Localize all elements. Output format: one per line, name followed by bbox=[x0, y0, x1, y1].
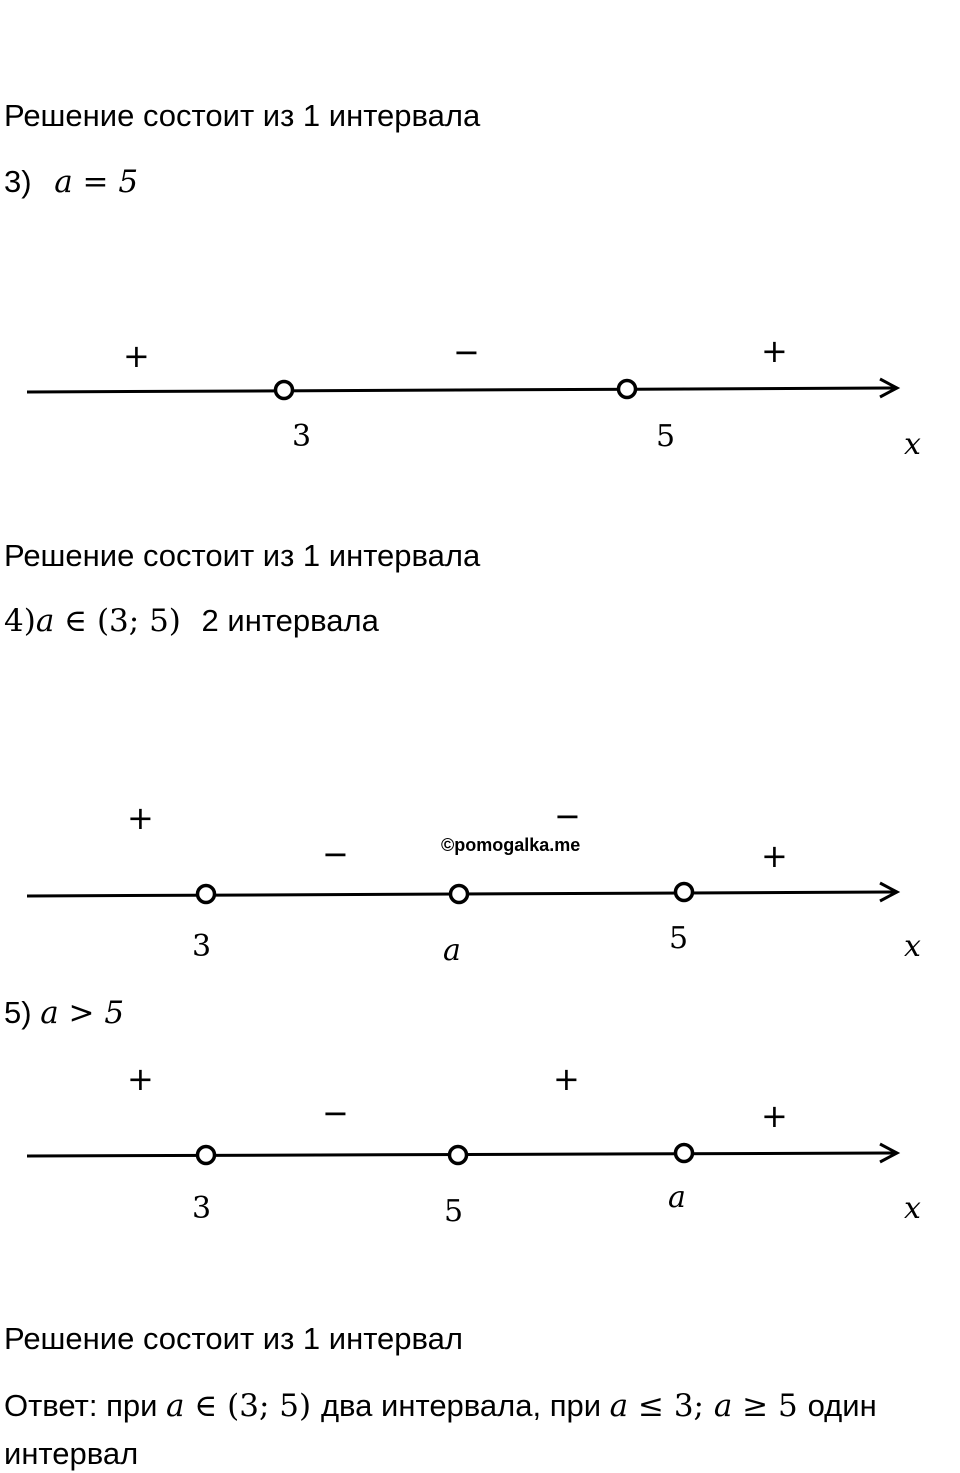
solution-note-3: Решение состоит из 1 интервал bbox=[4, 1321, 463, 1356]
sign-interval-1: + bbox=[127, 799, 154, 837]
sign-interval-4: + bbox=[761, 837, 788, 875]
axis-variable-x: x bbox=[904, 1191, 921, 1226]
sign-interval-2: − bbox=[322, 1094, 349, 1132]
sign-interval-3: + bbox=[761, 332, 788, 370]
axis-variable-x: x bbox=[904, 427, 921, 462]
watermark: ©pomogalka.me bbox=[441, 835, 581, 855]
answer-math-1: ∈ (3; 5) bbox=[184, 1388, 321, 1424]
open-point-5 bbox=[450, 1147, 467, 1164]
case-5-condition: a > 5 bbox=[40, 995, 125, 1031]
answer-var-1: a bbox=[166, 1388, 185, 1424]
axis-variable-x: x bbox=[904, 929, 921, 964]
case-3-number: 3) bbox=[4, 164, 32, 199]
open-point-3 bbox=[198, 1147, 215, 1164]
case-4-heading bbox=[4, 605, 379, 637]
point-label-5: 5 bbox=[444, 1194, 464, 1229]
open-point-3 bbox=[276, 382, 293, 399]
open-point-3 bbox=[198, 886, 215, 903]
sign-interval-1: + bbox=[123, 337, 150, 375]
sign-interval-4: + bbox=[761, 1097, 788, 1135]
open-point-5 bbox=[676, 884, 693, 901]
point-label-3: 3 bbox=[192, 929, 212, 964]
case-3-heading bbox=[4, 166, 138, 198]
sign-interval-1: + bbox=[127, 1060, 154, 1098]
point-label-3: 3 bbox=[292, 419, 312, 454]
case-5-number: 5) bbox=[4, 995, 32, 1030]
case-4-number: 4) bbox=[4, 603, 36, 639]
answer-var-2: a bbox=[609, 1388, 629, 1424]
solution-note-1: Решение состоит из 1 интервала bbox=[4, 98, 481, 133]
case-5-heading bbox=[4, 997, 124, 1029]
sign-interval-3: + bbox=[553, 1060, 580, 1098]
answer-text-3: один bbox=[807, 1388, 877, 1423]
point-label-3: 3 bbox=[192, 1191, 212, 1226]
open-point-a bbox=[676, 1145, 693, 1162]
sign-interval-2: − bbox=[453, 333, 480, 371]
answer-var-3: a bbox=[713, 1388, 733, 1424]
point-label-5: 5 bbox=[656, 419, 676, 454]
answer-line-2: интервал bbox=[4, 1436, 139, 1471]
point-label-a: a bbox=[668, 1180, 686, 1215]
open-point-a bbox=[451, 886, 468, 903]
number-line-3-axis bbox=[0, 1125, 960, 1185]
answer-text-2: два интервала, при bbox=[320, 1388, 610, 1423]
answer-math-3: ≥ 5 bbox=[732, 1388, 808, 1424]
point-label-a: a bbox=[443, 933, 461, 968]
answer-math-2: ≤ 3; bbox=[628, 1388, 714, 1424]
sign-interval-3: − bbox=[554, 797, 581, 835]
solution-note-2: Решение состоит из 1 интервала bbox=[4, 538, 481, 573]
case-4-condition: ∈ (3; 5) bbox=[54, 603, 181, 639]
number-line-2-axis bbox=[0, 864, 960, 924]
point-label-5: 5 bbox=[669, 921, 689, 956]
case-4-count: 2 интервала bbox=[201, 603, 379, 638]
open-point-5 bbox=[619, 381, 636, 398]
case-4-var: a bbox=[35, 603, 55, 639]
sign-interval-2: − bbox=[322, 835, 349, 873]
case-3-condition: a = 5 bbox=[54, 164, 139, 200]
answer-line bbox=[4, 1390, 877, 1422]
answer-text-1: Ответ: при bbox=[4, 1388, 167, 1423]
